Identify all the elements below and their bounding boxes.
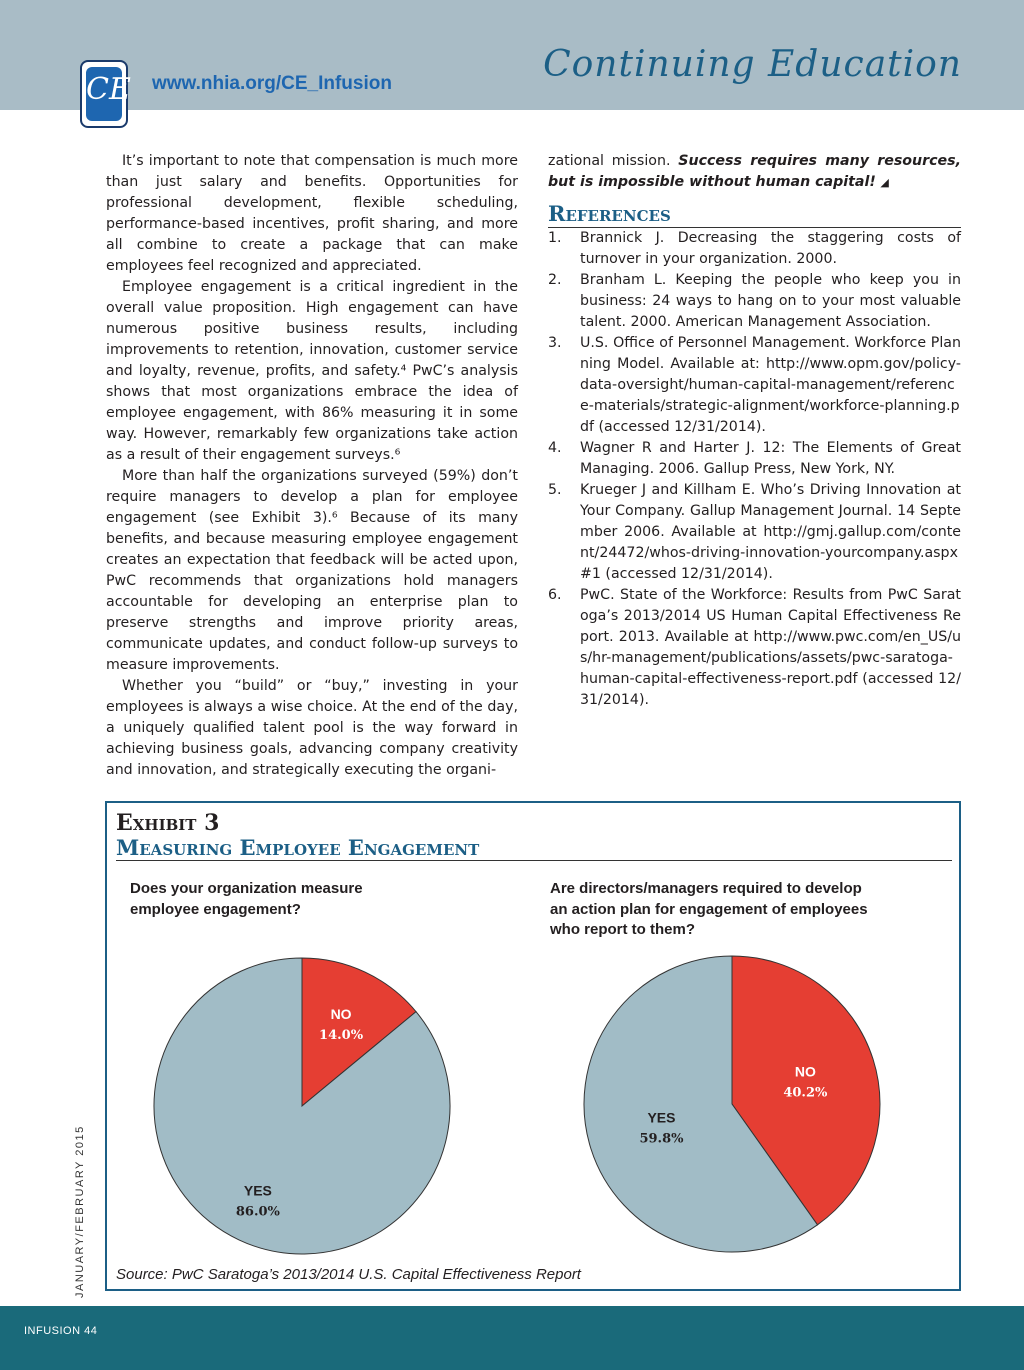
reference-text: Wagner R and Harter J. 12: The Elements of Great Managing. 2006. Gallup Press, New York, NY. [580,440,961,477]
pie-label: YES [647,1109,676,1126]
chart-source: Source: PwC Saratoga’s 2013/2014 U.S. Capital Effectiveness Report [116,1266,581,1283]
reference-item [548,228,961,270]
body-paragraph: Employee engagement is a critical ingredient in the overall value proposition. High engagement can have numerous positive business results, including improvements to retention, innovation, customer service and loyalty, revenue, profits, and safety.⁴ PwC’s analysis shows that most organizations embrace the idea of employee engagement, with 86% measuring it in some way. However, remarkably few organizations take action as a result of their engagement surveys.⁶ [106,279,518,463]
reference-text: U.S. Office of Personnel Management. Workforce Planning Model. Available at: http://www.opm.gov/policy-data-oversight/human-capital-management/reference-materials/strategic-alignment/workforce-planning.pdf (accessed 12/31/2014). [580,335,961,435]
reference-text: PwC. State of the Workforce: Results from PwC Saratoga’s 2013/2014 US Human Capital Effectiveness Report. 2013. Available at http://www.pwc.com/en_US/us/hr-management/publications/assets/pwc-saratoga-human-capital-effectiveness-report.pdf (accessed 12/31/2014). [580,587,961,708]
pie-value-label: 14.0% [319,1027,364,1043]
references-heading: References [548,201,961,228]
section-title: Continuing Education [543,44,962,85]
references-list [548,228,961,711]
body-paragraph-continuation [548,151,961,193]
reference-number: 5. [548,482,562,498]
pie-value-label: 86.0% [235,1204,280,1220]
ce-logo-text: CE [86,72,131,107]
right-column [548,151,961,711]
reference-number: 4. [548,440,562,456]
end-mark-icon: ◢ [880,176,889,189]
reference-number: 6. [548,587,562,603]
emphasis-text: Success requires many resources, but is impossible without human capital! [548,153,962,190]
chart-question-left: Does your organization measure employee engagement? [130,880,363,918]
reference-item [548,480,961,585]
pie-label: NO [794,1063,816,1080]
pie-charts [107,803,959,1289]
reference-text: Krueger J and Killham E. Who’s Driving Innovation at Your Company. Gallup Management Journal. 14 September 2006. Available at http://gmj.gallup.com/content/24472/whos-driving-innovation-yourcompany.aspx#1 (accessed 12/31/2014). [580,482,961,582]
site-url-link[interactable]: www.nhia.org/CE_Infusion [152,73,392,94]
reference-item [548,333,961,438]
reference-number: 2. [548,272,562,288]
pie-value-label: 40.2% [783,1085,828,1101]
body-paragraph: It’s important to note that compensation is much more than just salary and benefits. Opportunities for professional development, flexible scheduling, performance-based incentives, profit sharing, and more all combine to create a package that can make employees feel recognized and appreciated. [106,153,518,274]
reference-item [548,270,961,333]
page-number: INFUSION 44 [24,1325,98,1337]
left-column [106,151,518,781]
page-footer [0,1306,1024,1370]
exhibit-subtitle: Measuring Employee Engagement [116,836,952,861]
reference-text: Branham L. Keeping the people who keep you in business: 24 ways to hang on to your most valuable talent. 2000. American Management Association. [580,272,961,330]
ce-logo [80,60,131,128]
exhibit-title: Exhibit 3 [116,810,220,836]
body-paragraph: More than half the organizations surveyed (59%) don’t require managers to develop a plan for employee engagement (see Exhibit 3).⁶ Because of its many benefits, and because measuring employee engagement creates an expectation that feedback will be acted upon, PwC recommends that organizations hold managers accountable for developing an enterprise plan to preserve strengths and improve priority areas, communicate updates, and conduct follow-up surveys to measure improvements. [106,468,518,673]
chart-question-right: Are directors/managers required to develop an action plan for engagement of employees who report to them? [550,880,868,938]
continuation-text: zational mission. [548,153,671,169]
reference-text: Brannick J. Decreasing the staggering costs of turnover in your organization. 2000. [580,230,961,267]
issue-date: JANUARY/FEBRUARY 2015 [74,1125,86,1298]
reference-number: 3. [548,335,562,351]
pie-label: YES [243,1182,272,1199]
pie-label: NO [330,1005,352,1022]
reference-item [548,585,961,711]
page-header [0,0,1024,110]
exhibit-box [105,801,961,1291]
reference-number: 1. [548,230,562,246]
pie-value-label: 59.8% [639,1131,684,1147]
reference-item [548,438,961,480]
body-paragraph: Whether you “build” or “buy,” investing in your employees is always a wise choice. At the end of the day, a uniquely qualified talent pool is the way forward in achieving business goals, advancing company creativity and innovation, and strategically executing the organi- [106,678,518,778]
